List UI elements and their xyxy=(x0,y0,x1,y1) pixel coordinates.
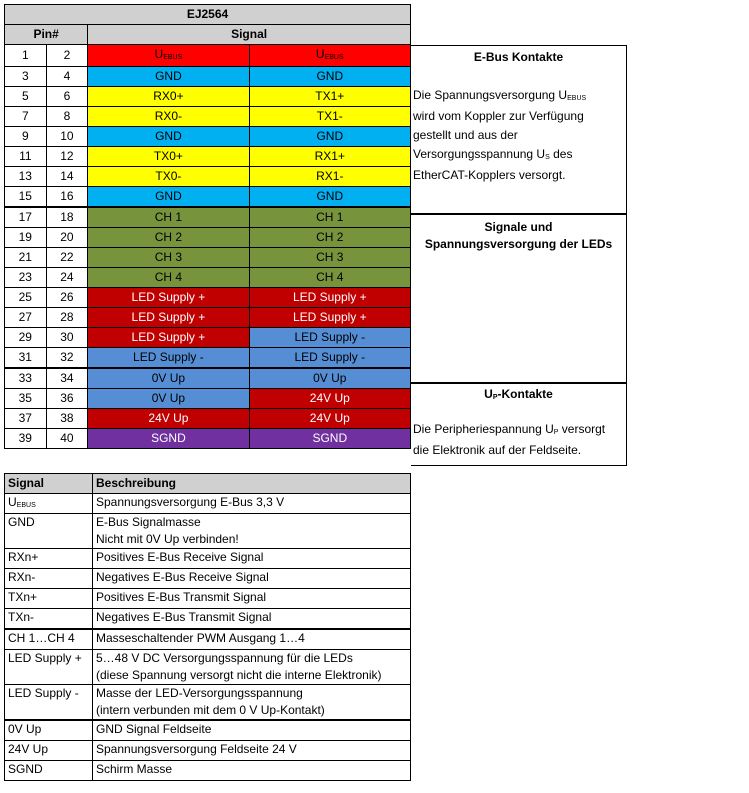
pin-number: 35 xyxy=(5,389,47,409)
desc-text xyxy=(93,685,411,721)
pin-number: 39 xyxy=(5,429,47,449)
signal-cell: LED Supply + xyxy=(249,288,410,308)
pin-number: 19 xyxy=(5,228,47,248)
pin-number: 13 xyxy=(5,167,47,187)
group-title: Signale und Spannungsversorgung der LEDs xyxy=(424,220,613,251)
signal-cell: CH 4 xyxy=(88,268,249,288)
table-row xyxy=(5,308,411,328)
table-row xyxy=(5,248,411,268)
signal-cell: TX1+ xyxy=(249,87,410,107)
desc-signal: RXn- xyxy=(5,569,93,589)
pin-number: 14 xyxy=(46,167,88,187)
signal-text: U xyxy=(315,47,325,61)
desc-text xyxy=(93,741,411,761)
table-title: EJ2564 xyxy=(5,5,411,25)
desc-line: Spannungsversorgung E-Bus 3,3 V xyxy=(96,495,285,509)
table-row xyxy=(5,368,411,389)
desc-line: E-Bus Signalmasse xyxy=(96,515,201,529)
table-row xyxy=(5,228,411,248)
desc-text xyxy=(93,650,411,685)
pin-number: 34 xyxy=(46,368,88,389)
desc-text xyxy=(93,629,411,650)
group-title: E-Bus Kontakte xyxy=(473,50,564,64)
pin-number: 16 xyxy=(46,187,88,208)
signal-cell: TX1- xyxy=(249,107,410,127)
table-row xyxy=(5,67,411,87)
pin-number: 17 xyxy=(5,207,47,228)
signal-cell: CH 2 xyxy=(88,228,249,248)
table-row xyxy=(5,127,411,147)
desc-signal: UEBUS xyxy=(5,494,93,514)
table-row xyxy=(5,207,411,228)
signal-cell: 24V Up xyxy=(88,409,249,429)
desc-text xyxy=(93,514,411,549)
signal-cell: CH 2 xyxy=(249,228,410,248)
signal-cell: LED Supply - xyxy=(249,348,410,369)
table-row xyxy=(5,720,411,741)
table-row xyxy=(5,629,411,650)
desc-text xyxy=(93,569,411,589)
table-row xyxy=(5,348,411,369)
signal-cell: 0V Up xyxy=(88,368,249,389)
group-text xyxy=(411,86,626,185)
pin-number: 1 xyxy=(5,45,47,67)
signal-cell: TX0- xyxy=(88,167,249,187)
signal-cell: CH 1 xyxy=(88,207,249,228)
pin-number: 11 xyxy=(5,147,47,167)
desc-signal: RXn+ xyxy=(5,549,93,569)
signal-description-table xyxy=(4,473,411,781)
desc-signal: 24V Up xyxy=(5,741,93,761)
desc-line: Masseschaltender PWM Ausgang 1…4 xyxy=(96,631,305,645)
pin-number: 9 xyxy=(5,127,47,147)
signal-cell: SGND xyxy=(88,429,249,449)
pin-number: 36 xyxy=(46,389,88,409)
desc-line: 5…48 V DC Versorgungsspannung für die LEDs xyxy=(96,651,353,665)
group-leds xyxy=(411,214,627,383)
signal-cell: LED Supply + xyxy=(88,308,249,328)
pin-number: 28 xyxy=(46,308,88,328)
desc-text xyxy=(93,589,411,609)
pin-number: 3 xyxy=(5,67,47,87)
signal-cell: SGND xyxy=(249,429,410,449)
desc-line: (intern verbunden mit dem 0 V Up-Kontakt) xyxy=(96,703,325,717)
group-text-line: Die Spannungsversorgung UEBUS xyxy=(413,88,587,102)
table-row xyxy=(5,549,411,569)
group-text-line: gestellt und aus der xyxy=(413,128,518,142)
signal-cell: RX1+ xyxy=(249,147,410,167)
table-row xyxy=(5,409,411,429)
desc-signal: SGND xyxy=(5,761,93,781)
signal-cell: GND xyxy=(88,67,249,87)
table-row xyxy=(5,589,411,609)
desc-text xyxy=(93,720,411,741)
pin-number: 10 xyxy=(46,127,88,147)
group-up xyxy=(411,383,627,466)
pin-number: 22 xyxy=(46,248,88,268)
table-row xyxy=(5,609,411,630)
pin-number: 31 xyxy=(5,348,47,369)
pin-number: 21 xyxy=(5,248,47,268)
signal-text: U xyxy=(154,47,164,61)
pin-number: 26 xyxy=(46,288,88,308)
desc-line: Nicht mit 0V Up verbinden! xyxy=(96,532,239,546)
signal-cell: RX0+ xyxy=(88,87,249,107)
pin-number: 24 xyxy=(46,268,88,288)
pin-number: 7 xyxy=(5,107,47,127)
signal-cell: 24V Up xyxy=(249,389,410,409)
pin-number: 8 xyxy=(46,107,88,127)
signal-cell: TX0+ xyxy=(88,147,249,167)
pin-number: 2 xyxy=(46,45,88,67)
table-row xyxy=(5,514,411,549)
desc-line: Spannungsversorgung Feldseite 24 V xyxy=(96,742,297,756)
pin-number: 12 xyxy=(46,147,88,167)
signal-cell: 0V Up xyxy=(249,368,410,389)
signal-subscript: EBUS xyxy=(324,54,344,61)
group-text-line: wird vom Koppler zur Verfügung xyxy=(413,109,584,123)
table-row xyxy=(5,328,411,348)
signal-cell xyxy=(88,45,249,67)
table-row xyxy=(5,268,411,288)
desc-line: Masse der LED-Versorgungsspannung xyxy=(96,686,303,700)
desc-text xyxy=(93,494,411,514)
signal-cell: LED Supply + xyxy=(88,328,249,348)
group-ebus xyxy=(411,45,627,214)
signal-cell: CH 1 xyxy=(249,207,410,228)
desc-rows xyxy=(5,494,411,781)
table-row xyxy=(5,685,411,721)
signal-cell: LED Supply - xyxy=(249,328,410,348)
pin-number: 29 xyxy=(5,328,47,348)
table-row xyxy=(5,87,411,107)
desc-signal: 0V Up xyxy=(5,720,93,741)
pin-number: 4 xyxy=(46,67,88,87)
pin-number: 6 xyxy=(46,87,88,107)
signal-cell: RX0- xyxy=(88,107,249,127)
pin-header: Pin# xyxy=(5,25,88,45)
desc-signal: TXn+ xyxy=(5,589,93,609)
desc-line: Schirm Masse xyxy=(96,762,173,776)
table-row xyxy=(5,45,411,67)
pin-number: 15 xyxy=(5,187,47,208)
pin-rows xyxy=(5,45,411,449)
table-row xyxy=(5,389,411,409)
signal-cell: GND xyxy=(249,127,410,147)
pin-number: 30 xyxy=(46,328,88,348)
group-title: UP-Kontakte xyxy=(484,387,553,401)
pin-number: 20 xyxy=(46,228,88,248)
group-text xyxy=(411,420,626,460)
group-text-line: Versorgungsspannung US des xyxy=(413,147,573,161)
desc-line: (diese Spannung versorgt nicht die interne Elektronik) xyxy=(96,668,382,682)
pin-number: 5 xyxy=(5,87,47,107)
signal-cell: LED Supply + xyxy=(249,308,410,328)
signal-cell: GND xyxy=(249,187,410,208)
pin-assignment-table xyxy=(4,4,411,449)
signal-cell: CH 3 xyxy=(88,248,249,268)
table-row xyxy=(5,761,411,781)
group-text-line: Die Peripheriespannung UP versorgt xyxy=(413,422,606,436)
desc-text xyxy=(93,549,411,569)
signal-cell: 24V Up xyxy=(249,409,410,429)
table-row xyxy=(5,650,411,685)
signal-cell: CH 4 xyxy=(249,268,410,288)
signal-cell xyxy=(249,45,410,67)
table-row xyxy=(5,429,411,449)
signal-cell: CH 3 xyxy=(249,248,410,268)
desc-signal: TXn- xyxy=(5,609,93,630)
signal-cell: 0V Up xyxy=(88,389,249,409)
desc-signal-header: Signal xyxy=(5,474,93,494)
table-row xyxy=(5,187,411,208)
table-row xyxy=(5,494,411,514)
pin-number: 23 xyxy=(5,268,47,288)
desc-line: Negatives E-Bus Transmit Signal xyxy=(96,610,272,624)
pin-number: 32 xyxy=(46,348,88,369)
desc-signal: CH 1…CH 4 xyxy=(5,629,93,650)
group-text-line: EtherCAT-Kopplers versorgt. xyxy=(413,168,566,182)
table-row xyxy=(5,288,411,308)
signal-cell: GND xyxy=(88,127,249,147)
pin-number: 25 xyxy=(5,288,47,308)
pin-number: 33 xyxy=(5,368,47,389)
signal-cell: GND xyxy=(88,187,249,208)
desc-signal: LED Supply - xyxy=(5,685,93,721)
pin-number: 38 xyxy=(46,409,88,429)
pin-number: 18 xyxy=(46,207,88,228)
desc-line: GND Signal Feldseite xyxy=(96,722,212,736)
desc-text xyxy=(93,609,411,630)
table-row xyxy=(5,741,411,761)
table-row xyxy=(5,147,411,167)
signal-cell: LED Supply + xyxy=(88,288,249,308)
signal-header: Signal xyxy=(88,25,411,45)
table-row xyxy=(5,569,411,589)
signal-subscript: EBUS xyxy=(163,54,183,61)
desc-signal: LED Supply + xyxy=(5,650,93,685)
desc-header: Beschreibung xyxy=(93,474,411,494)
group-text-line: die Elektronik auf der Feldseite. xyxy=(413,443,582,457)
table-row xyxy=(5,107,411,127)
pin-number: 40 xyxy=(46,429,88,449)
desc-text xyxy=(93,761,411,781)
signal-cell: LED Supply - xyxy=(88,348,249,369)
desc-line: Positives E-Bus Transmit Signal xyxy=(96,590,267,604)
desc-signal: GND xyxy=(5,514,93,549)
signal-cell: GND xyxy=(249,67,410,87)
pin-number: 27 xyxy=(5,308,47,328)
pin-number: 37 xyxy=(5,409,47,429)
desc-line: Positives E-Bus Receive Signal xyxy=(96,550,264,564)
signal-cell: RX1- xyxy=(249,167,410,187)
desc-line: Negatives E-Bus Receive Signal xyxy=(96,570,269,584)
table-row xyxy=(5,167,411,187)
